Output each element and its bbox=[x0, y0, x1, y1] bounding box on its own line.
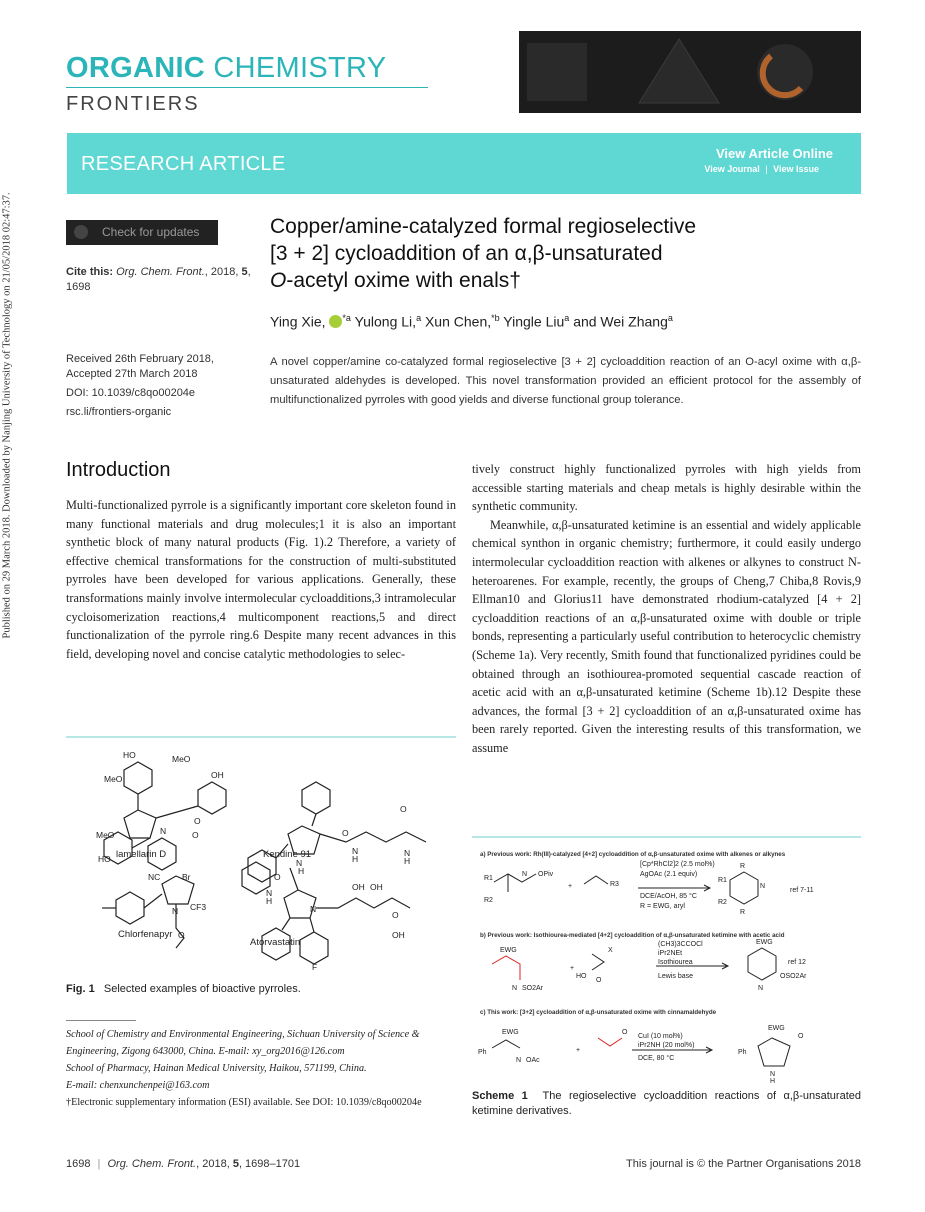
scheme1-label-9: R2 bbox=[718, 899, 727, 906]
scheme1-c-cond-2: iPr2NH (20 mol%) bbox=[638, 1042, 695, 1049]
scheme1-label-17: EWG bbox=[756, 939, 773, 946]
fig1-atom-8: O bbox=[194, 816, 201, 826]
fig1-atom-13: N bbox=[352, 846, 359, 856]
fig1-name-chlorfenapyr: Chlorfenapyr bbox=[118, 929, 173, 940]
fig1-atom-30: OH bbox=[392, 930, 405, 940]
scheme1-label-5: R3 bbox=[610, 881, 619, 888]
cite-year: , 2018, bbox=[204, 266, 242, 278]
scheme1-label-13: SO2Ar bbox=[522, 985, 544, 992]
fig1-atom-14: H bbox=[352, 854, 359, 864]
scheme1-label-4: OPiv bbox=[538, 871, 554, 878]
footnotes bbox=[66, 1026, 456, 1111]
scheme1-label-25: EWG bbox=[768, 1025, 785, 1032]
author-list bbox=[270, 313, 673, 330]
article-dates bbox=[66, 352, 266, 420]
scheme1-b-title: b) Previous work: Isothiourea-mediated [4+2] cycloaddition of α,β-unsaturated ketimine with acetic acid bbox=[480, 932, 785, 939]
scheme1-b-cond-3: Isothiourea bbox=[658, 959, 693, 966]
lamellarin-ring-c bbox=[198, 782, 226, 814]
chlorfenapyr-phenyl bbox=[116, 892, 144, 924]
title-line-2: [3 + 2] cycloaddition of an α,β-unsaturated bbox=[270, 242, 663, 265]
cite-this bbox=[66, 265, 256, 295]
fig1-atom-2: MeO bbox=[104, 774, 123, 784]
scheme1-b-cond-4: Lewis base bbox=[658, 973, 694, 980]
fig1-atom-17: H bbox=[404, 856, 411, 866]
scheme1-c-cond-1: CuI (10 mol%) bbox=[638, 1033, 683, 1040]
view-article-online-link[interactable]: View Article Online bbox=[715, 146, 833, 161]
scheme1-a-pyridine bbox=[730, 872, 758, 904]
scheme1-plus-a: + bbox=[568, 883, 573, 890]
scheme1-label-1: R1 bbox=[484, 875, 493, 882]
received-date: Received 26th February 2018, bbox=[66, 353, 214, 365]
fig1-atom-29: O bbox=[392, 910, 399, 920]
fig1-atom-1: HO bbox=[123, 750, 136, 760]
scheme1-label-7: R1 bbox=[718, 877, 727, 884]
scheme1-a-cond-2: AgOAc (2.1 equiv) bbox=[640, 871, 698, 878]
title-italic-o: O bbox=[270, 269, 287, 292]
author-3-sup: *b bbox=[491, 313, 500, 323]
scheme1-b-ketimine bbox=[492, 956, 520, 980]
scheme1-a-ref: ref 7-11 bbox=[790, 887, 814, 894]
scheme1-plus-b: + bbox=[570, 965, 575, 972]
scheme1-label-12: N bbox=[512, 985, 518, 992]
fig1-name-kendine: Kendine 91 bbox=[263, 849, 312, 860]
check-updates-icon bbox=[74, 225, 88, 239]
brand-rule bbox=[66, 87, 428, 88]
author-5[interactable]: and Wei Zhang bbox=[573, 313, 668, 330]
cite-volume: 5 bbox=[241, 266, 248, 278]
fig1-atom-24: H bbox=[266, 896, 273, 906]
footnote-esi: †Electronic supplementary information (ESI) available. See DOI: 10.1039/c8qo00204e bbox=[66, 1097, 422, 1108]
publication-side-note: Published on 29 March 2018. Downloaded by Nanjing University of Technology on 21/05/2018 02:47:37. bbox=[1, 192, 13, 639]
scheme1-a-title: a) Previous work: Rh(III)-catalyzed [4+2] cycloaddition of α,β-unsaturated oxime with alkenes or alkynes bbox=[480, 851, 786, 858]
cite-journal: Org. Chem. Front. bbox=[116, 266, 205, 278]
logo-seal-2 bbox=[639, 39, 719, 103]
scheme1-a-cond-3: DCE/AcOH, 85 °C bbox=[640, 893, 697, 900]
fig1-atom-16: N bbox=[404, 848, 411, 858]
scheme1-c-title: c) This work: [3+2] cycloaddition of α,β-unsaturated oxime with cinnamaldehyde bbox=[480, 1009, 717, 1016]
fig1-atom-3: OH bbox=[211, 770, 224, 780]
kendine-phenyl-1 bbox=[302, 782, 330, 814]
scheme1-label-18: N bbox=[758, 985, 764, 992]
author-5-sup: a bbox=[667, 313, 673, 323]
orcid-icon[interactable] bbox=[329, 315, 342, 328]
fig1-atom-26: N bbox=[310, 904, 317, 914]
scheme1-b-cond-1: (CH3)3CCOCl bbox=[658, 941, 703, 948]
scheme1-c-enal bbox=[598, 1038, 622, 1046]
accepted-date: Accepted 27th March 2018 bbox=[66, 368, 198, 380]
fig1-atom-31: F bbox=[312, 962, 318, 972]
logo-seal-1 bbox=[527, 43, 587, 101]
scheme1-label-10: R bbox=[740, 909, 746, 916]
scheme1-label-6: R bbox=[740, 863, 746, 870]
scheme1-a-oxime bbox=[494, 874, 536, 882]
check-updates-button[interactable] bbox=[66, 220, 218, 245]
scheme1-b-acid bbox=[592, 954, 604, 970]
publisher-logos bbox=[519, 31, 861, 113]
page-footer-left bbox=[66, 1158, 300, 1170]
article-type-banner bbox=[67, 133, 861, 194]
scheme1-label-19: OSO2Ar bbox=[780, 973, 807, 980]
fig1-atom-18: NC bbox=[148, 872, 161, 882]
doi[interactable]: DOI: 10.1039/c8qo00204e bbox=[66, 387, 196, 399]
footer-volume: 5 bbox=[232, 1158, 239, 1170]
fig1-atom-5: MeO bbox=[96, 830, 115, 840]
scheme1-graphic bbox=[472, 842, 861, 1084]
author-1[interactable]: Ying Xie, bbox=[270, 313, 326, 330]
brand-sub: FRONTIERS bbox=[66, 93, 200, 115]
footnote-b: School of Pharmacy, Hainan Medical University, Haikou, 571199, China. bbox=[66, 1063, 367, 1074]
journal-link[interactable]: rsc.li/frontiers-organic bbox=[66, 406, 172, 418]
intro-paragraph-2: Meanwhile, α,β-unsaturated ketimine is an essential and widely applicable chemical synthon in organic chemistry; furthermore, it could easily undergo intermolecular cycloaddition reaction with alkenes or alkynes to construct N-heteroarenes. For example, recently, the groups of Cheng,7 Chiba,8 Rovis,9 Ellman10 and Glorius11 have demonstrated rhodium-catalyzed [4 + 2] cycloaddition reactions of an α,β-unsaturated oxime with double or triple bonds, representing a particularly useful contribution to heterocyclic chemistry (Scheme 1a). Very recently, Smith found that functionalized pyridines could be obtained through an isothiourea-promoted sequential cascade reaction of acetic acid with an α,β-unsaturated ketimine (Scheme 1b).12 Despite these advances, the formal [3 + 2] cycloaddition of an α,β-unsaturated oxime has been rarely reported. Given the interesting results of this transformation, we assume bbox=[472, 517, 861, 755]
scheme1-label-27: N bbox=[770, 1071, 776, 1078]
scheme1-label-15: HO bbox=[576, 973, 587, 980]
footnote-b-email: E-mail: chenxunchenpei@163.com bbox=[66, 1080, 210, 1091]
intro-paragraph-1: tively construct highly functionalized pyrroles with high yields from accessible starting materials and cheap metals is highly desirable within the synthetic community. bbox=[472, 462, 861, 514]
section-heading-introduction: Introduction bbox=[66, 459, 171, 481]
scheme1-label-28: H bbox=[770, 1078, 776, 1084]
footer-cite: , 2018, bbox=[196, 1158, 233, 1170]
title-line-3-rest: -acetyl oxime with enals† bbox=[286, 269, 521, 292]
fig1-caption-text: Selected examples of bioactive pyrroles. bbox=[103, 983, 301, 995]
fig1-atom-21: CF3 bbox=[190, 902, 207, 912]
cite-pages: 1698 bbox=[66, 281, 91, 293]
view-links-sep: | bbox=[765, 164, 768, 174]
scheme1-label-14: X bbox=[608, 947, 613, 954]
article-type-label: RESEARCH ARTICLE bbox=[81, 153, 286, 175]
lamellarin-pyrrole bbox=[124, 810, 156, 838]
author-4[interactable]: Yingle Liu bbox=[503, 313, 565, 330]
cite-comma: , bbox=[247, 266, 251, 278]
author-1-sup: *a bbox=[342, 313, 351, 323]
scheme1-caption-text: The regioselective cycloaddition reactions of α,β-unsaturated ketimine derivatives. bbox=[472, 1090, 861, 1117]
check-updates-label: Check for updates bbox=[102, 225, 200, 239]
fig1-atom-20: N bbox=[172, 906, 179, 916]
atorvastatin-fluorophenyl bbox=[300, 932, 328, 964]
scheme1-label-2: R2 bbox=[484, 897, 493, 904]
view-issue-link[interactable]: View Issue bbox=[773, 164, 819, 174]
author-2[interactable]: Yulong Li, bbox=[354, 313, 417, 330]
intro-column-2 bbox=[472, 460, 861, 758]
page-number: 1698 bbox=[66, 1158, 91, 1170]
view-journal-link[interactable]: View Journal bbox=[704, 164, 760, 174]
fig1-atom-6: HO bbox=[98, 854, 111, 864]
scheme1-c-cond-3: DCE, 80 °C bbox=[638, 1055, 675, 1062]
article-title bbox=[270, 213, 850, 294]
fig1-atom-27: OH bbox=[352, 882, 365, 892]
scheme1-label-16: O bbox=[596, 977, 602, 984]
fig1-atom-15: O bbox=[400, 804, 407, 814]
scheme1-caption bbox=[472, 1089, 861, 1119]
scheme1-a-alkene bbox=[584, 876, 608, 884]
scheme1-b-ref: ref 12 bbox=[788, 959, 806, 966]
scheme1-c-pyrrole bbox=[758, 1038, 790, 1066]
fig1-name-atorvastatin: Atorvastatin bbox=[250, 937, 301, 948]
footnote-a: School of Chemistry and Environmental Engineering, Sichuan University of Science & Engineering, Zigong 643000, China. E-mail: xy_org2016@126.com bbox=[66, 1029, 420, 1057]
author-3[interactable]: Xun Chen, bbox=[424, 313, 492, 330]
scheme1-b-pyridone bbox=[748, 948, 776, 980]
cite-label: Cite this: bbox=[66, 266, 114, 278]
scheme1-label-23: OAc bbox=[526, 1057, 540, 1064]
fig1-atom-19: Br bbox=[182, 872, 191, 882]
footnote-rule bbox=[66, 1020, 136, 1021]
scheme1-plus-c: + bbox=[576, 1047, 581, 1054]
fig1-atom-11: H bbox=[298, 866, 305, 876]
title-line-3 bbox=[270, 267, 850, 294]
brand-light: CHEMISTRY bbox=[205, 52, 387, 84]
fig1-caption-label: Fig. 1 bbox=[66, 983, 95, 995]
author-4-sup: a bbox=[564, 313, 570, 323]
scheme1-label-29: O bbox=[798, 1033, 804, 1040]
fig1-atom-28: OH bbox=[370, 882, 383, 892]
scheme1-top-rule bbox=[472, 836, 861, 838]
scheme1-label-11: EWG bbox=[500, 947, 517, 954]
fig1-caption bbox=[66, 983, 301, 995]
fig1-atom-4: MeO bbox=[172, 754, 191, 764]
abstract: A novel copper/amine co-catalyzed formal regioselective [3 + 2] cycloaddition reaction of an O-acyl oxime with α,β-unsaturated aldehydes is developed. This novel transformation provided an efficient protocol for the assembly of multifunctionalized pyrroles with good yields and diverse functional group tolerance. bbox=[270, 356, 861, 406]
scheme1-caption-label: Scheme 1 bbox=[472, 1090, 528, 1102]
brand-bold: ORGANIC bbox=[66, 52, 206, 84]
scheme1-a-cond-1: [Cp*RhCl2]2 (2.5 mol%) bbox=[640, 861, 715, 868]
fig1-atom-12: O bbox=[342, 828, 349, 838]
scheme1-label-26: Ph bbox=[738, 1049, 747, 1056]
fig1-top-rule bbox=[66, 736, 456, 738]
fig1-name-lamellarin-d: lamellarin D bbox=[116, 849, 167, 860]
fig1-atom-25: O bbox=[274, 872, 281, 882]
footer-sep: | bbox=[97, 1158, 101, 1170]
scheme1-b-cond-2: iPr2NEt bbox=[658, 950, 683, 957]
fig1-atom-9: O bbox=[192, 830, 199, 840]
scheme1-label-22: N bbox=[516, 1057, 522, 1064]
intro-column-1: Multi-functionalized pyrrole is a significantly important core skeleton found in many functional materials and drug molecules;1 it is also an important synthetic block of many natural products (Fig. 1).2 Therefore, a variety of effective chemical transformations for the construction of multi-substituted pyrroles have been developed for various applications. Generally, these transformations mainly involve intermolecular cycloadditions,3 intramolecular cycloisomerization reactions,4 multicomponent reactions,5 and direct functionalization of the pyrrole ring.6 Despite many recent advances in this field, developing novel and concise catalytic methodologies to selec- bbox=[66, 498, 456, 661]
footer-journal: Org. Chem. Front. bbox=[107, 1158, 197, 1170]
scheme1-a-cond-4: R = EWG, aryl bbox=[640, 903, 685, 910]
scheme1-label-20: EWG bbox=[502, 1029, 519, 1036]
scheme1-c-oxime bbox=[492, 1040, 520, 1048]
journal-brand[interactable] bbox=[66, 52, 386, 85]
lamellarin-ring-a bbox=[124, 762, 152, 794]
fig1-atom-10: N bbox=[296, 858, 303, 868]
scheme1-label-8: N bbox=[760, 883, 766, 890]
fig1-atom-23: N bbox=[266, 888, 273, 898]
scheme1-label-21: Ph bbox=[478, 1049, 487, 1056]
fig1-atom-22: O bbox=[178, 930, 185, 940]
logos-graphic bbox=[519, 31, 861, 113]
author-2-sup: a bbox=[416, 313, 422, 323]
view-links bbox=[704, 164, 819, 174]
scheme1-label-24: O bbox=[622, 1029, 628, 1036]
title-line-1: Copper/amine-catalyzed formal regioselective bbox=[270, 215, 697, 238]
page-footer-right: This journal is © the Partner Organisations 2018 bbox=[626, 1158, 861, 1170]
scheme1-label-3: N bbox=[522, 871, 528, 878]
fig1-atom-7: N bbox=[160, 826, 167, 836]
footer-pages: , 1698–1701 bbox=[238, 1158, 301, 1170]
